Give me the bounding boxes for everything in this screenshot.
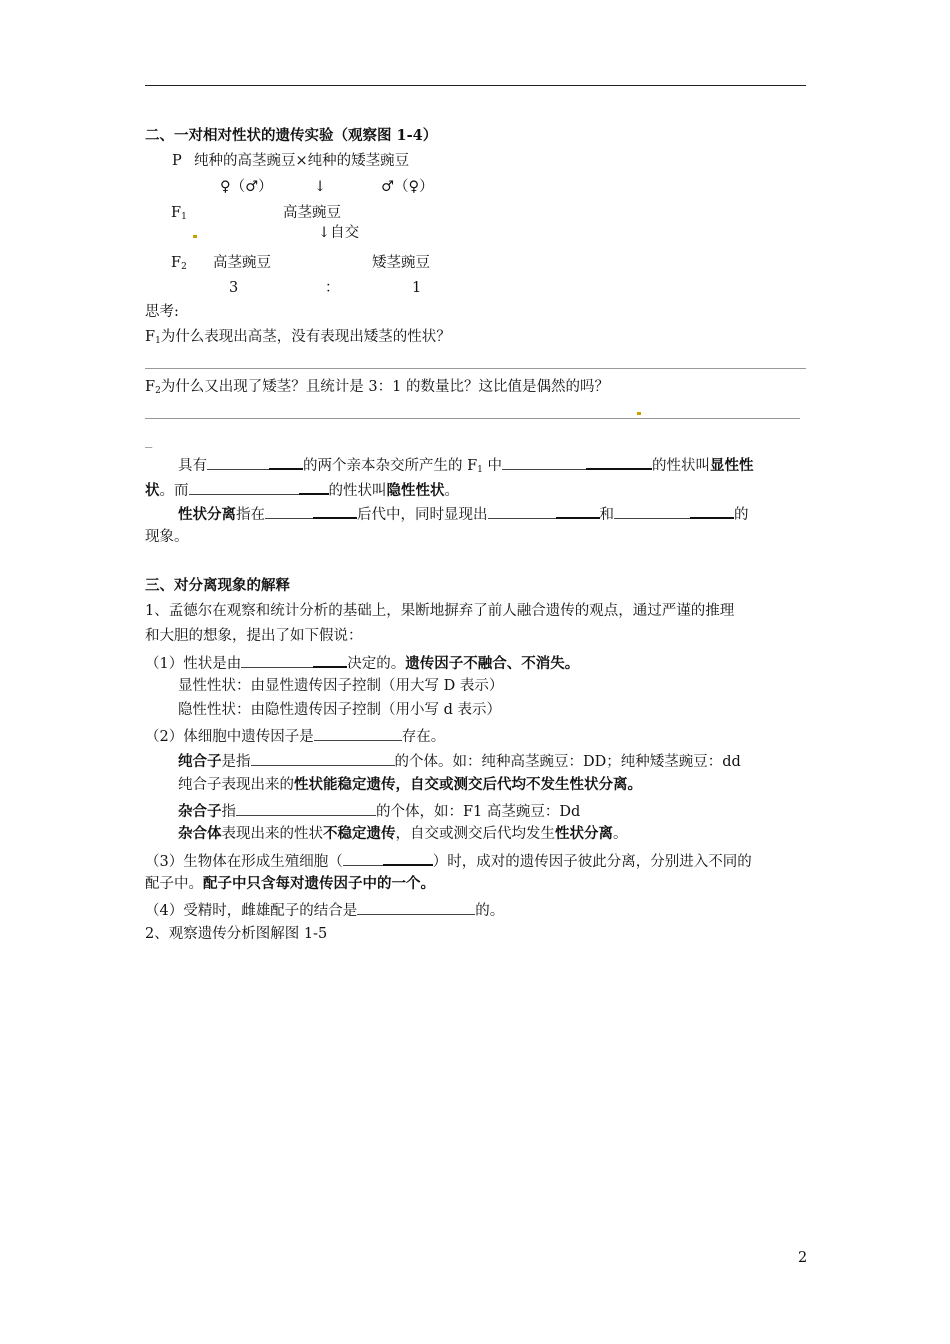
section-3-title: 三、对分离现象的解释: [145, 577, 290, 594]
dominant-definition-line2: 状。而 的性状叫隐性性状。: [145, 478, 459, 501]
hypothesis-1: （1）性状是由 决定的。遗传因子不融合、不消失。: [145, 651, 579, 674]
blank-hybrid[interactable]: [265, 502, 357, 525]
dominant-trait-note: 显性性状：由显性遗传因子控制（用大写 D 表示）: [178, 678, 504, 694]
blank-recessive[interactable]: [614, 502, 734, 525]
recessive-trait-note: 隐性性状：由隐性遗传因子控制（用小写 d 表示）: [178, 702, 501, 718]
hypothesis-4: （4）受精时，雌雄配子的结合是 的。: [145, 899, 504, 921]
blank-heterozygote[interactable]: [236, 800, 376, 822]
page-number: 2: [798, 1250, 808, 1266]
ratio-colon: ：: [325, 280, 340, 296]
blank-paired[interactable]: [314, 725, 402, 747]
blank-meiosis[interactable]: [343, 849, 433, 872]
stray-mark-2: [637, 412, 641, 415]
selfing-arrow: ↓自交: [318, 225, 360, 241]
blank-determined-by[interactable]: [241, 651, 347, 674]
ratio-3: 3: [229, 280, 239, 296]
f1-label: $F_1$: [171, 205, 187, 222]
header-rule: [145, 85, 806, 86]
f2-label: $F_2$: [171, 255, 187, 272]
homozygote-note: 纯合子表现出来的性状能稳定遗传，自交或测交后代均不发生性状分离。: [178, 776, 642, 793]
hypothesis-3-line1: （3）生物体在形成生殖细胞（ ）时，成对的遗传因子彼此分离，分别进入不同的: [145, 849, 752, 872]
intro-line-2: 和大胆的想象，提出了如下假说：: [145, 628, 363, 644]
question-2: $F_2$为什么又出现了矮茎？且统计是 3：1 的数量比？这比值是偶然的吗？: [145, 379, 609, 396]
cross-arrow: ↓: [314, 179, 327, 195]
section-2-title: 二、一对相对性状的遗传实验（观察图 1-4）: [145, 127, 438, 144]
ratio-1: 1: [412, 280, 422, 296]
blank-f1-shown[interactable]: [502, 453, 652, 476]
segregation-definition: 性状分离指在 后代中，同时显现出 和 的: [178, 502, 749, 525]
think-label: 思考:: [145, 304, 179, 320]
sex-right: ♂（♀）: [381, 179, 434, 195]
blank-random[interactable]: [357, 899, 475, 921]
blank-dominant[interactable]: [488, 502, 600, 525]
sex-left: ♀（♂）: [220, 179, 273, 195]
p-label: P: [172, 153, 182, 169]
f1-text: 高茎豌豆: [283, 205, 341, 221]
f2-tall: 高茎豌豆: [213, 255, 271, 271]
stray-mark: [193, 235, 197, 238]
heterozygote-definition: 杂合子指 的个体，如：F1 高茎豌豆：Dd: [178, 800, 580, 822]
phenomenon-text: 现象。: [145, 529, 189, 545]
blank-contrasting[interactable]: [207, 453, 303, 476]
answer-line-1: [145, 368, 806, 369]
p-cross-text: 纯种的高茎豌豆×纯种的矮茎豌豆: [194, 153, 410, 169]
intro-line-1: 1、孟德尔在观察和统计分析的基础上，果断地摒弃了前人融合遗传的观点，通过严谨的推理: [145, 603, 735, 619]
dominant-definition-line1: 具有 的两个亲本杂交所产生的 $F_1$ 中 的性状叫显性性: [178, 453, 754, 480]
f2-short: 矮茎豌豆: [372, 255, 430, 271]
question-1: $F_1$为什么表现出高茎，没有表现出矮茎的性状？: [145, 329, 451, 346]
homozygote-definition: 纯合子是指 的个体。如：纯种高茎豌豆：DD；纯种矮茎豌豆：dd: [178, 750, 741, 772]
hypothesis-2: （2）体细胞中遗传因子是 存在。: [145, 725, 445, 747]
stray-dash: _: [145, 432, 153, 448]
answer-line-2: [145, 418, 800, 419]
hypothesis-3-line2: 配子中。配子中只含每对遗传因子中的一个。: [145, 875, 435, 892]
heterozygote-note: 杂合体表现出来的性状不稳定遗传，自交或测交后代均发生性状分离。: [178, 825, 628, 842]
blank-homozygote[interactable]: [251, 750, 395, 772]
blank-f1-not-shown[interactable]: [189, 478, 329, 501]
figure-reference: 2、观察遗传分析图解图 1-5: [145, 926, 328, 942]
